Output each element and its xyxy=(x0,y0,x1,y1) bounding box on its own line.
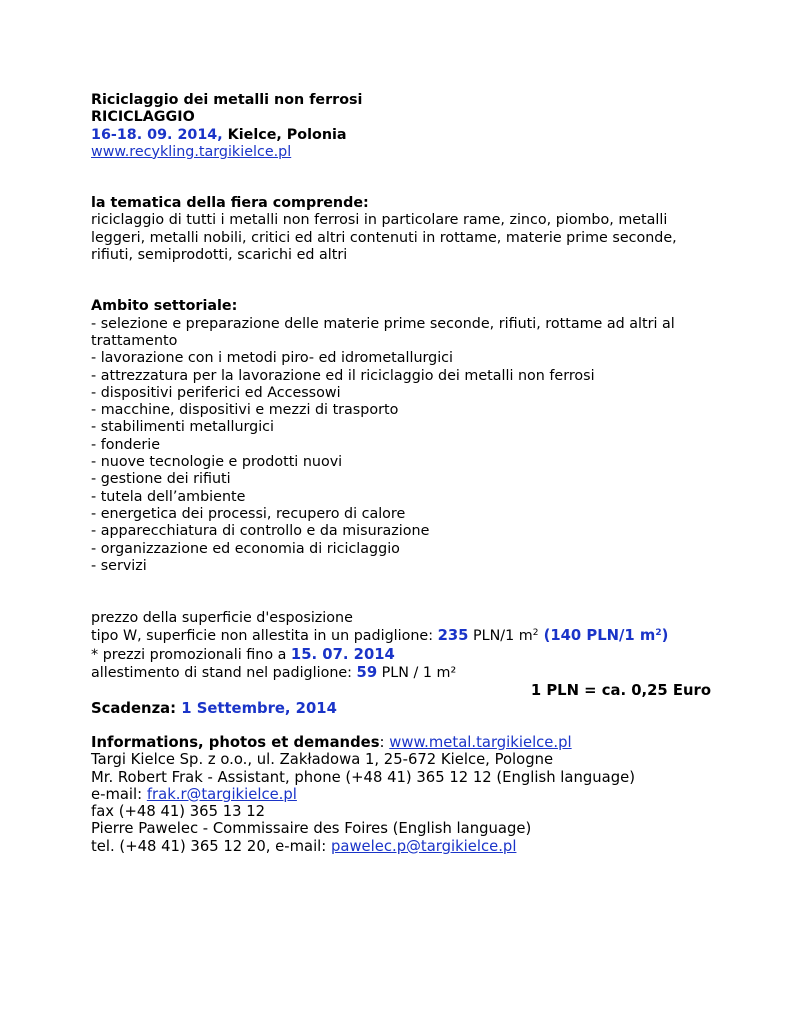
event-location: Kielce, Polonia xyxy=(222,126,347,143)
email-link-frak[interactable]: frak.r@targikielce.pl xyxy=(146,785,297,803)
promo-deadline-date: 15. 07. 2014 xyxy=(290,645,395,663)
list-item: - dispositivi periferici ed Accessowi xyxy=(91,384,341,401)
price-stand-built xyxy=(91,664,711,682)
contacts-heading-line xyxy=(91,734,711,751)
event-title: Riciclaggio dei metalli non ferrosi xyxy=(91,92,363,108)
ambito-heading: Ambito settoriale: xyxy=(91,298,238,315)
list-item: - apparecchiatura di controllo e da misurazione xyxy=(91,523,430,540)
contact-person-1: Mr. Robert Frak - Assistant, phone (+48 41) 365 12 12 (English language) xyxy=(91,768,635,786)
tematica-text: riciclaggio di tutti i metalli non ferrosi in particolare rame, zinco, piombo, metalli leggeri, metalli nobili, critici ed altri contenuti in rottame, materie prime seconde, rifiuti, semiprodotti, scarichi ed altri xyxy=(91,212,677,264)
price-stand-built-label: allestimento di stand nel padiglione: xyxy=(91,665,357,682)
list-item: - selezione e preparazione delle materie prime seconde, rifiuti, rottame ad altri al trattamento xyxy=(91,315,675,349)
price-promo-end: ) xyxy=(661,627,669,645)
email-line-1 xyxy=(91,786,711,803)
price-stand-built-value: 59 xyxy=(356,664,378,682)
price-promo-text: (140 PLN/1 m xyxy=(538,627,656,645)
promo-deadline-label: * prezzi promozionali fino a xyxy=(91,646,291,663)
fax-line: fax (+48 41) 365 13 12 xyxy=(91,803,266,821)
deadline-date: 1 Settembre, 2014 xyxy=(181,699,337,717)
document-page xyxy=(91,92,711,855)
price-intro: prezzo della superficie d'esposizione xyxy=(91,610,353,627)
event-subtitle: RICICLAGGIO xyxy=(91,109,195,126)
event-website-link[interactable]: www.recykling.targikielce.pl xyxy=(91,143,292,160)
deadline-label: Scadenza: xyxy=(91,699,182,717)
exchange-rate: 1 PLN = ca. 0,25 Euro xyxy=(530,682,711,700)
list-item: - tutela dell’ambiente xyxy=(91,488,246,505)
list-item: - nuove tecnologie e prodotti nuovi xyxy=(91,454,343,471)
contacts-website-link[interactable]: www.metal.targikielce.pl xyxy=(389,733,572,751)
event-dates: 16-18. 09. 2014, xyxy=(91,126,223,143)
list-item: - lavorazione con i metodi piro- ed idrometallurgici xyxy=(91,350,454,367)
email-label: e-mail: xyxy=(91,785,147,803)
price-unit-sup: 2 xyxy=(532,628,539,639)
list-item: - servizi xyxy=(91,557,147,574)
list-item: - attrezzatura per la lavorazione ed il riciclaggio dei metalli non ferrosi xyxy=(91,367,595,384)
promo-deadline xyxy=(91,646,711,664)
price-promo xyxy=(538,627,668,644)
price-stand-raw-value: 235 xyxy=(437,627,469,645)
tel-email-line-2 xyxy=(91,838,711,855)
price-promo-sup: 2 xyxy=(655,628,662,639)
company-address: Targi Kielce Sp. z o.o., ul. Zakładowa 1, 25-672 Kielce, Pologne xyxy=(91,751,554,769)
price-stand-raw xyxy=(91,627,711,645)
email-link-pawelec[interactable]: pawelec.p@targikielce.pl xyxy=(330,837,517,855)
price-stand-raw-label: tipo W, superficie non allestita in un padiglione: xyxy=(91,628,438,645)
price-stand-built-unit: PLN / 1 m² xyxy=(377,665,457,682)
list-item: - organizzazione ed economia di riciclaggio xyxy=(91,540,400,557)
contact-person-2: Pierre Pawelec - Commissaire des Foires (English language) xyxy=(91,820,532,838)
price-unit: PLN/1 m xyxy=(468,628,533,645)
event-dates-location xyxy=(91,127,711,144)
list-item: - fonderie xyxy=(91,436,161,453)
tel-label: tel. (+48 41) 365 12 20, e-mail: xyxy=(91,837,331,855)
tematica-heading: la tematica della fiera comprende: xyxy=(91,195,369,212)
list-item: - macchine, dispositivi e mezzi di trasporto xyxy=(91,402,399,419)
list-item: - stabilimenti metallurgici xyxy=(91,419,275,436)
deadline xyxy=(91,700,711,717)
contacts-heading: Informations, photos et demandes xyxy=(91,733,380,751)
list-item: - gestione dei rifiuti xyxy=(91,471,231,488)
contacts-colon: : xyxy=(379,733,390,751)
ambito-list xyxy=(91,316,711,575)
list-item: - energetica dei processi, recupero di calore xyxy=(91,505,406,522)
